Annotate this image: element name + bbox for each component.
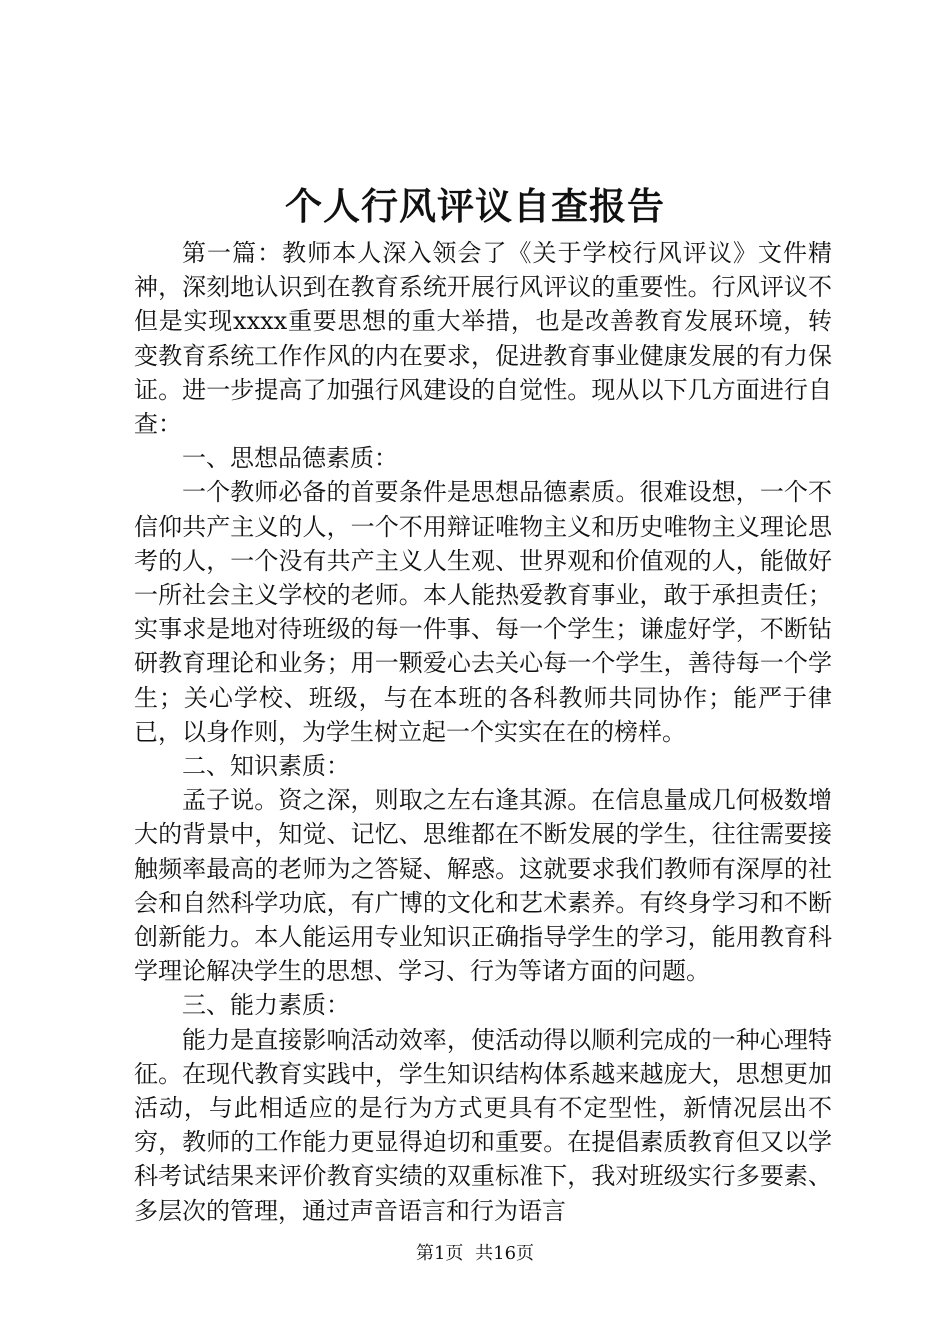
page-total: 共16页 — [475, 1243, 535, 1264]
document-title: 个人行风评议自查报告 — [285, 184, 665, 228]
intro-paragraph: 第一篇：教师本人深入领会了《关于学校行风评议》文件精神，深刻地认识到在教育系统开展行风评议的重要性。行风评议不但是实现xxxx重要思想的重大举措，也是改善教育发展环境，转变教育系统工作作风的内在要求，促进教育事业健康发展的有力保证。进一步提高了加强行风建设的自觉性。现从以下几方面进行自查： — [134, 239, 832, 439]
section-heading-ability: 三、能力素质： — [182, 991, 350, 1020]
page-number: 第1页 — [415, 1243, 464, 1264]
section-heading-knowledge: 二、知识素质： — [182, 752, 350, 781]
section-paragraph-knowledge: 孟子说。资之深，则取之左右逢其源。在信息量成几何极数增大的背景中，知觉、记忆、思维都在不断发展的学生，往往需要接触频率最高的老师为之答疑、解惑。这就要求我们教师有深厚的社会和自然科学功底，有广博的文化和艺术素养。有终身学习和不断创新能力。本人能运用专业知识正确指导学生的学习，能用教育科学理论解决学生的思想、学习、行为等诸方面的问题。 — [134, 786, 832, 986]
section-paragraph-moral: 一个教师必备的首要条件是思想品德素质。很难设想，一个不信仰共产主义的人，一个不用辩证唯物主义和历史唯物主义理论思考的人，一个没有共产主义人生观、世界观和价值观的人，能做好一所社会主义学校的老师。本人能热爱教育事业，敢于承担责任；实事求是地对待班级的每一件事、每一个学生；谦虚好学，不断钻研教育理论和业务；用一颗爱心去关心每一个学生，善待每一个学生；关心学校、班级，与在本班的各科教师共同协作；能严于律已，以身作则，为学生树立起一个实实在在的榜样。 — [134, 478, 832, 746]
document-body — [134, 236, 832, 1228]
section-heading-moral: 一、思想品德素质： — [182, 444, 398, 473]
page-footer — [0, 1242, 950, 1266]
section-paragraph-ability: 能力是直接影响活动效率，使活动得以顺利完成的一种心理特征。在现代教育实践中，学生知识结构体系越来越庞大，思想更加活动，与此相适应的是行为方式更具有不定型性，新情况层出不穷，教师的工作能力更显得迫切和重要。在提倡素质教育但又以学科考试结果来评价教育实绩的双重标准下，我对班级实行多要素、多层次的管理，通过声音语言和行为语言 — [134, 1025, 832, 1225]
